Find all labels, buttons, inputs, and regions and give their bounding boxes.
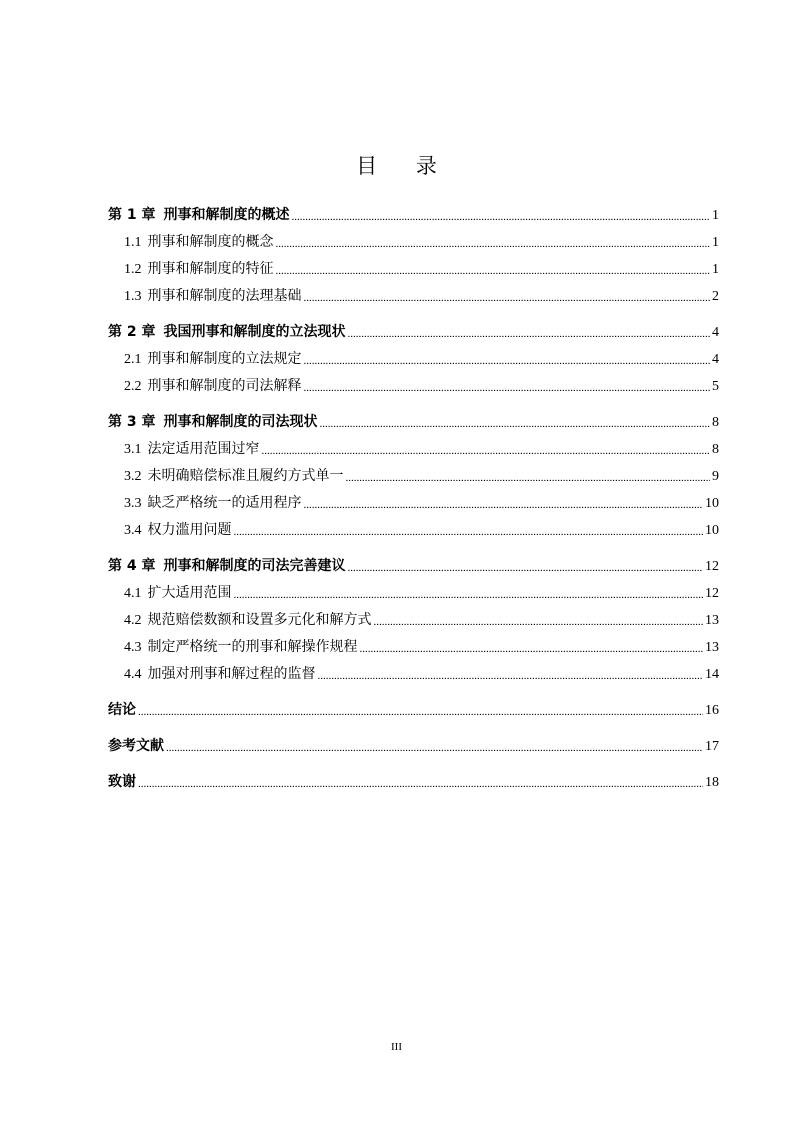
toc-chapter-entry[interactable] — [108, 769, 719, 796]
page-number-footer: III — [391, 1041, 402, 1053]
toc-section-entry[interactable] — [108, 229, 719, 256]
toc-entry-title: 未明确赔偿标准且履约方式单一 — [147, 468, 344, 484]
toc-section-entry[interactable] — [108, 256, 719, 283]
toc-entry-page: 14 — [705, 667, 719, 682]
toc-entry-page: 10 — [705, 496, 719, 511]
toc-entry-page: 17 — [705, 739, 719, 754]
toc-section-entry[interactable] — [108, 373, 719, 400]
toc-entry-number: 4.3 — [124, 640, 142, 655]
toc-entry-page: 5 — [712, 379, 719, 394]
toc-entry-title: 法定适用范围过窄 — [147, 441, 260, 457]
toc-entry-number: 第 4 章 — [108, 558, 156, 574]
toc-chapter-entry[interactable] — [108, 319, 719, 346]
toc-entry-page: 1 — [712, 208, 719, 223]
toc-entry-title: 权力滥用问题 — [147, 522, 232, 538]
toc-leader-dots — [304, 348, 711, 375]
toc-leader-dots — [234, 582, 704, 609]
toc-entry-title: 扩大适用范围 — [147, 585, 232, 601]
page-title: 目 录 — [356, 154, 453, 178]
toc-entry-title: 刑事和解制度的法理基础 — [147, 288, 302, 304]
toc-entry-title: 刑事和解制度的概述 — [163, 207, 290, 223]
toc-section-entry[interactable] — [108, 517, 719, 544]
toc-leader-dots — [262, 438, 711, 465]
toc-chapter-entry[interactable] — [108, 202, 719, 229]
toc-section-entry[interactable] — [108, 436, 719, 463]
toc-leader-dots — [304, 492, 704, 519]
toc-entry-title: 刑事和解制度的司法完善建议 — [163, 558, 346, 574]
toc-entry-number: 3.2 — [124, 469, 142, 484]
toc-chapter-entry[interactable] — [108, 733, 719, 760]
toc-leader-dots — [166, 735, 703, 762]
toc-entry-title: 刑事和解制度的司法解释 — [147, 378, 302, 394]
toc-entry-number: 1.2 — [124, 262, 142, 277]
toc-leader-dots — [138, 771, 703, 798]
toc-leader-dots — [374, 609, 704, 636]
toc-leader-dots — [276, 231, 711, 258]
toc-entry-title: 参考文献 — [108, 738, 164, 754]
toc-entry-page: 12 — [705, 586, 719, 601]
toc-entry-page: 9 — [712, 469, 719, 484]
toc-entry-number: 1.1 — [124, 235, 142, 250]
toc-entry-number: 4.4 — [124, 667, 142, 682]
toc-leader-dots — [276, 258, 711, 285]
toc-section-entry[interactable] — [108, 490, 719, 517]
toc-entry-number: 第 2 章 — [108, 324, 156, 340]
toc-entry-number: 2.1 — [124, 352, 142, 367]
toc-section-entry[interactable] — [108, 346, 719, 373]
toc-entry-title: 制定严格统一的刑事和解操作规程 — [147, 639, 358, 655]
toc-entry-page: 16 — [705, 703, 719, 718]
toc-entry-number: 第 3 章 — [108, 414, 156, 430]
toc-section-entry[interactable] — [108, 661, 719, 688]
toc-entry-title: 我国刑事和解制度的立法现状 — [163, 324, 346, 340]
toc-entry-page: 8 — [712, 415, 719, 430]
toc-chapter-entry[interactable] — [108, 409, 719, 436]
toc-entry-page: 13 — [705, 640, 719, 655]
toc-entry-page: 4 — [712, 325, 719, 340]
toc-leader-dots — [360, 636, 704, 663]
toc-leader-dots — [138, 699, 703, 726]
toc-leader-dots — [346, 465, 711, 492]
toc-chapter-entry[interactable] — [108, 553, 719, 580]
toc-leader-dots — [348, 555, 704, 582]
table-of-contents — [108, 202, 719, 796]
toc-entry-page: 18 — [705, 775, 719, 790]
toc-leader-dots — [234, 519, 704, 546]
toc-entry-title: 刑事和解制度的司法现状 — [163, 414, 318, 430]
toc-entry-number: 4.2 — [124, 613, 142, 628]
toc-leader-dots — [304, 285, 711, 312]
toc-entry-page: 1 — [712, 235, 719, 250]
toc-entry-number: 3.1 — [124, 442, 142, 457]
toc-leader-dots — [348, 321, 711, 348]
toc-leader-dots — [318, 663, 704, 690]
toc-entry-page: 12 — [705, 559, 719, 574]
toc-entry-title: 致谢 — [108, 774, 136, 790]
toc-entry-page: 2 — [712, 289, 719, 304]
toc-entry-title: 结论 — [108, 702, 136, 718]
toc-entry-page: 4 — [712, 352, 719, 367]
toc-section-entry[interactable] — [108, 463, 719, 490]
toc-entry-page: 13 — [705, 613, 719, 628]
toc-entry-number: 第 1 章 — [108, 207, 156, 223]
toc-entry-title: 刑事和解制度的立法规定 — [147, 351, 302, 367]
toc-entry-number: 1.3 — [124, 289, 142, 304]
toc-entry-number: 4.1 — [124, 586, 142, 601]
toc-entry-title: 规范赔偿数额和设置多元化和解方式 — [147, 612, 372, 628]
toc-entry-number: 3.4 — [124, 523, 142, 538]
toc-section-entry[interactable] — [108, 634, 719, 661]
toc-entry-number: 2.2 — [124, 379, 142, 394]
toc-leader-dots — [292, 204, 711, 231]
toc-section-entry[interactable] — [108, 607, 719, 634]
toc-section-entry[interactable] — [108, 283, 719, 310]
toc-section-entry[interactable] — [108, 580, 719, 607]
toc-leader-dots — [304, 375, 711, 402]
toc-chapter-entry[interactable] — [108, 697, 719, 724]
toc-entry-page: 8 — [712, 442, 719, 457]
toc-entry-number: 3.3 — [124, 496, 142, 511]
toc-entry-page: 10 — [705, 523, 719, 538]
toc-entry-title: 刑事和解制度的特征 — [147, 261, 274, 277]
toc-leader-dots — [320, 411, 711, 438]
toc-entry-page: 1 — [712, 262, 719, 277]
toc-entry-title: 刑事和解制度的概念 — [147, 234, 274, 250]
toc-entry-title: 缺乏严格统一的适用程序 — [147, 495, 302, 511]
toc-entry-title: 加强对刑事和解过程的监督 — [147, 666, 316, 682]
